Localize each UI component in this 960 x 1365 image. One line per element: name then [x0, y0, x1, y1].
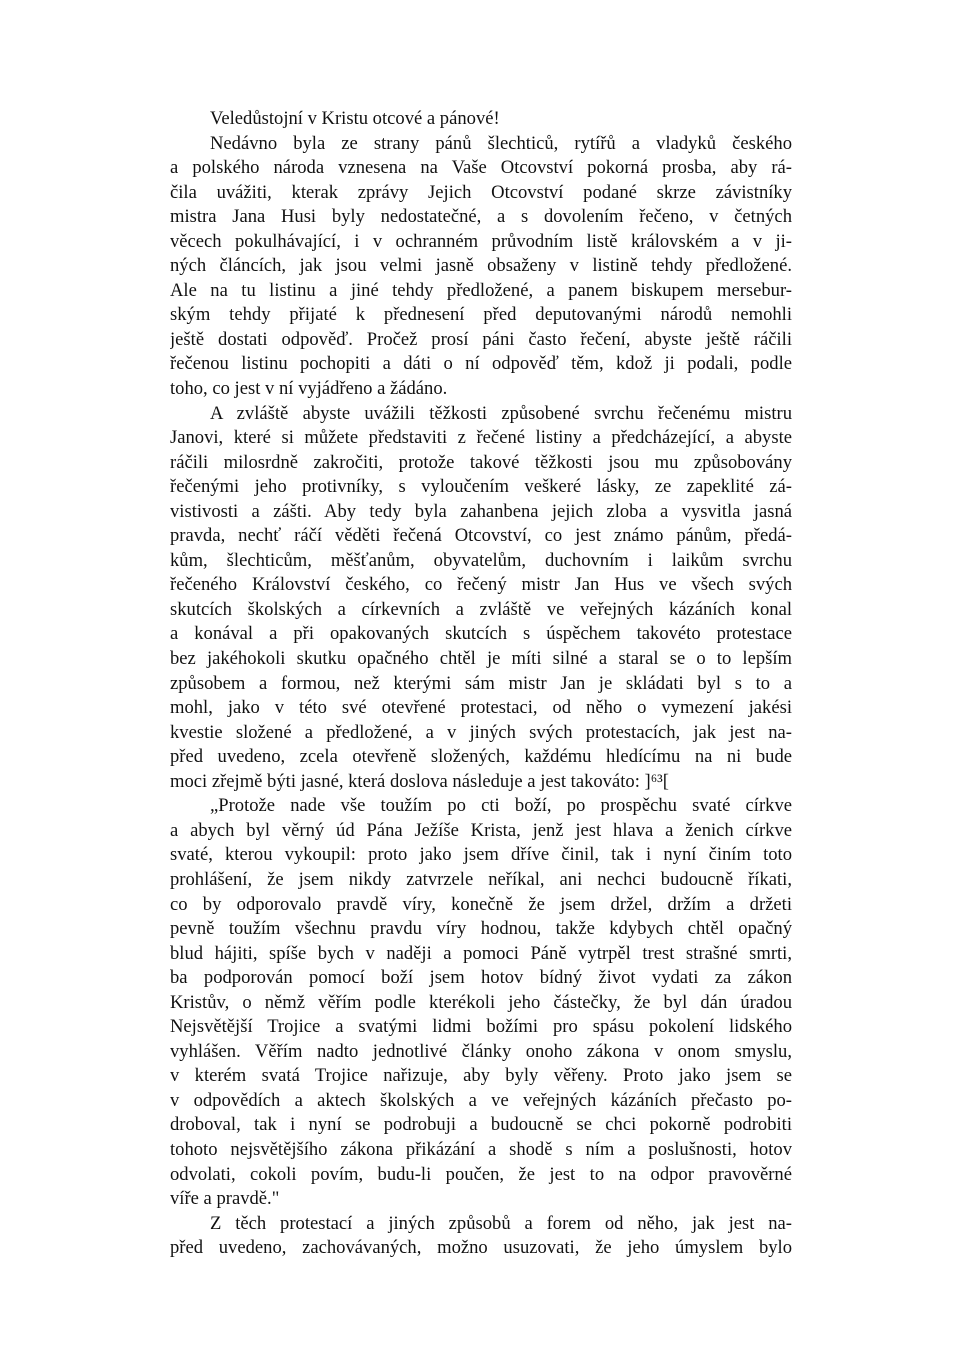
text-line: skutcích školských a církevních a zvláště ve veřejných kázáních konal [170, 598, 792, 620]
salutation-line: Veledůstojní v Kristu otcové a pánové! [210, 108, 500, 129]
text-line: řečenými jeho protivníky, s vyloučením veškeré lásky, ze zapeklité zá- [170, 476, 792, 498]
text-line: mohl, jako v této své otevřené protestaci, od něho o vymezení jakési [170, 697, 792, 719]
text-line: svaté, kterou vykoupil: proto jako jsem dříve činil, tak i nyní činím toto [170, 844, 792, 866]
text-line: blud hájiti, spíše bych v naději a pomoci Páně vytrpěl trest strašné smrti, [170, 942, 792, 964]
text-line: droboval, tak i nyní se podrobuji a budoucně se chci pokorně podrobiti [170, 1114, 792, 1136]
text-line: ba podporován pomocí boží jsem hotov bídný život vydati za zákon [170, 967, 792, 989]
text-line: pravda, nechť ráčí věděti řečená Otcovství, co jest známo pánům, předá- [170, 525, 792, 547]
text-line: Nedávno byla ze strany pánů šlechticů, rytířů a vladyků českého [210, 132, 792, 154]
text-line: Ale na tu listinu a jiné tehdy předložené, a panem biskupem mersebur- [170, 279, 792, 301]
text-line: vistivosti a zášti. Aby tedy byla zahanbena jejich zloba a vysvitla jasná [170, 500, 792, 522]
text-line: Janovi, které si můžete představiti z řečené listiny a předcházející, a abyste [170, 427, 792, 449]
text-line: tohoto nejsvětějšího zákona přikázání a shodě s ním a poslušnosti, hotov [170, 1138, 792, 1160]
text-line: A zvláště abyste uvážili těžkosti způsobené svrchu řečenému mistru [210, 402, 792, 424]
text-line: ráčili milosrdně zakročiti, protože takové těžkosti jsou mu způsobovány [170, 451, 792, 473]
text-line: a konával a při opakovaných skutcích s úspěchem takovéto protestace [170, 623, 792, 645]
text-line: Nejsvětější Trojice a svatými lidmi božími pro spásu pokolení lidského [170, 1016, 792, 1038]
text-line: kům, šlechticům, měšťanům, obyvatelům, duchovním i laikům svrchu [170, 549, 792, 571]
text-line: způsobem a formou, než kterými sám mistr Jan je skládati byl s to a [170, 672, 792, 694]
text-line: „Protože nade vše toužím po cti boží, po prospěchu svaté církve [210, 795, 792, 817]
text-line: v kterém svatá Trojice nařizuje, aby byly věřeny. Proto jako jsem se [170, 1065, 792, 1087]
body-text [170, 107, 792, 1261]
text-line: před uvedeno, zachovávaných, možno usuzovati, že jeho úmyslem bylo [170, 1237, 792, 1259]
text-line: pevně toužím všechnu pravdu víry hodnou, takže kdybych chtěl opačný [170, 918, 792, 940]
text-line: bez jakéhokoli skutku opačného chtěl je míti silné a staral se o to lepším [170, 648, 792, 670]
text-line: co by odporovalo pravdě víry, konečně že jsem držel, držím a držeti [170, 893, 792, 915]
text-line: a abych byl věrný úd Pána Ježíše Krista, jenž jest hlava a ženich církve [170, 819, 792, 841]
text-line: čila uvážiti, kterak zprávy Jejich Otcovství podané skrze závistníky [170, 181, 792, 203]
text-line: moci zřejmě býti jasné, která doslova následuje a jest takováto: ]⁶³[ [170, 770, 669, 792]
text-line: víře a pravdě." [170, 1188, 280, 1210]
text-line: mistra Jana Husi byly nedostatečné, a s dovolením řečeno, v četných [170, 206, 792, 228]
text-line: kvestie složené a předložené, a v jiných svých protestacích, jak jest na- [170, 721, 792, 743]
text-line: ných článcích, jak jsou velmi jasně obsaženy v listině tehdy předložené. [170, 255, 792, 277]
text-line: řečeného Království českého, co řečený mistr Jan Hus ve všech svých [170, 574, 792, 596]
text-line: v odpovědích a aktech školských a ve veřejných kázáních přečasto po- [170, 1089, 792, 1111]
text-line: řečenou listinu pochopiti a dáti o ní odpověď těm, kdož ji podali, podle [170, 353, 792, 375]
text-line: před uvedeno, zcela otevřeně složených, každému hledícímu na ni bude [170, 746, 792, 768]
text-line: toho, co jest v ní vyjádřeno a žádáno. [170, 378, 448, 400]
text-line: věcech pokulhávající, i v ochranném průvodním listě královském a v ji- [170, 230, 792, 252]
text-line: odvolati, cokoli povím, budu-li poučen, že jest to na odpor pravověrné [170, 1163, 792, 1185]
text-line: Z těch protestací a jiných způsobů a forem od něho, jak jest na- [210, 1212, 792, 1234]
text-line: ještě dostati odpověď. Pročež prosí páni často řečení, abyste ještě ráčili [170, 328, 792, 350]
text-line: vyhlášen. Věřím nadto jednotlivé články onoho zákona v onom smyslu, [170, 1040, 792, 1062]
text-line: ským tehdy přijaté k přednesení před deputovanými národů nemohli [170, 304, 792, 326]
text-line: a polského národa vznesena na Vaše Otcovství pokorná prosba, aby rá- [170, 157, 792, 179]
text-line: prohlášení, že jsem nikdy zatvrzele neříkal, ani nechci budoucně říkati, [170, 868, 792, 890]
text-line: Kristův, o němž věřím podle kterékoli jeho částečky, že byl dán úradou [170, 991, 792, 1013]
